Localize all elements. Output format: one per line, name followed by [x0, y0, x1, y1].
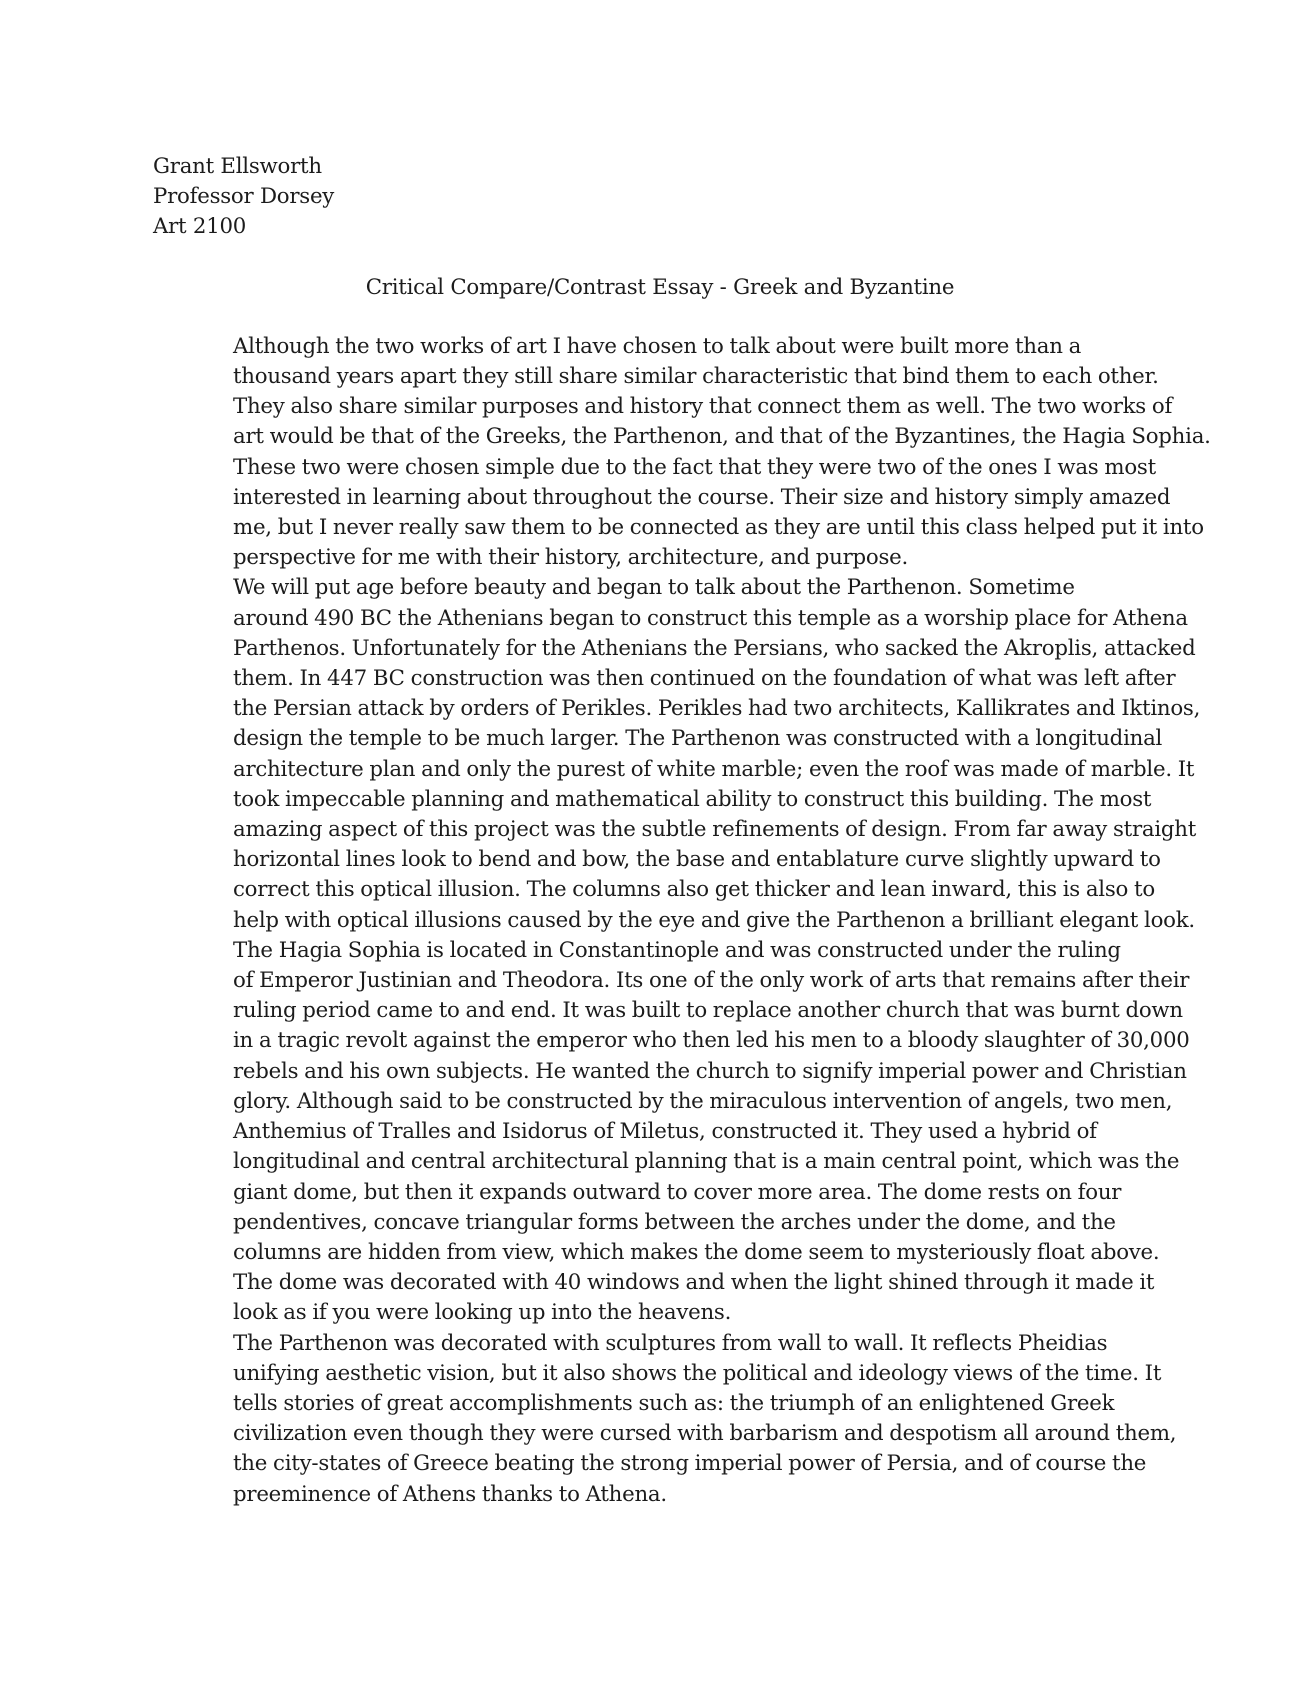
paragraph-line: design the temple to be much larger. The Parthenon was constructed with a longitudinal [233, 726, 1163, 752]
paragraph-line: civilization even though they were cursed with barbarism and despotism all around them, [233, 1421, 1177, 1447]
paragraph-line: around 490 BC the Athenians began to construct this temple as a worship place for Athena [233, 605, 1188, 631]
paragraph-line: took impeccable planning and mathematical ability to construct this building. The most [233, 786, 1152, 812]
essay-body [153, 332, 1211, 1510]
paragraph-line: Anthemius of Tralles and Isidorus of Miletus, constructed it. They used a hybrid of [233, 1119, 1097, 1145]
paragraph-line: amazing aspect of this project was the subtle refinements of design. From far away straight [233, 817, 1197, 843]
essay-title: Critical Compare/Contrast Essay - Greek and Byzantine [365, 274, 955, 300]
paragraph-line: glory. Although said to be constructed by the miraculous intervention of angels, two men, [233, 1088, 1173, 1114]
body-paragraph [153, 332, 1211, 574]
paragraph-line: columns are hidden from view, which makes the dome seem to mysteriously float above. [233, 1239, 1160, 1265]
paragraph-line: the Persian attack by orders of Perikles. Perikles had two architects, Kallikrates and Iktinos, [233, 696, 1201, 722]
paragraph-line: in a tragic revolt against the emperor who then led his men to a bloody slaughter of 30,000 [233, 1028, 1190, 1054]
paragraph-line: them. In 447 BC construction was then continued on the foundation of what was left after [233, 666, 1176, 692]
paragraph-line: The Parthenon was decorated with sculptures from wall to wall. It reflects Pheidias [233, 1330, 1108, 1356]
course-name: Art 2100 [153, 214, 247, 240]
paragraph-line: tells stories of great accomplishments such as: the triumph of an enlightened Greek [233, 1390, 1115, 1416]
paragraph-line: Although the two works of art I have chosen to talk about were built more than a [233, 333, 1082, 359]
paragraph-line: unifying aesthetic vision, but it also shows the political and ideology views of the time. It [233, 1360, 1162, 1386]
paragraph-line: interested in learning about throughout the course. Their size and history simply amazed [233, 484, 1171, 510]
paragraph-line: me, but I never really saw them to be connected as they are until this class helped put it into [233, 515, 1204, 541]
paragraph-line: art would be that of the Greeks, the Parthenon, and that of the Byzantines, the Hagia Sophia. [233, 424, 1211, 450]
body-paragraph [153, 1329, 1177, 1510]
paragraph-line: perspective for me with their history, architecture, and purpose. [233, 545, 909, 571]
paragraph-line: correct this optical illusion. The columns also get thicker and lean inward, this is also to [233, 877, 1155, 903]
paragraph-line: horizontal lines look to bend and bow, the base and entablature curve slightly upward to [233, 847, 1161, 873]
paragraph-line: the city-states of Greece beating the strong imperial power of Persia, and of course the [233, 1451, 1147, 1477]
paragraph-line: They also share similar purposes and history that connect them as well. The two works of [233, 394, 1173, 420]
paragraph-line: The dome was decorated with 40 windows and when the light shined through it made it [233, 1270, 1155, 1296]
paragraph-line: look as if you were looking up into the heavens. [233, 1300, 732, 1326]
paragraph-line: rebels and his own subjects. He wanted the church to signify imperial power and Christian [233, 1058, 1187, 1084]
paragraph-line: pendentives, concave triangular forms between the arches under the dome, and the [233, 1209, 1116, 1235]
paragraph-line: ruling period came to and end. It was built to replace another church that was burnt down [233, 998, 1183, 1024]
paragraph-line: help with optical illusions caused by the eye and give the Parthenon a brilliant elegant look. [233, 907, 1195, 933]
body-paragraph [153, 573, 1201, 935]
paragraph-line: architecture plan and only the purest of white marble; even the roof was made of marble. It [233, 756, 1195, 782]
paragraph-line: The Hagia Sophia is located in Constantinople and was constructed under the ruling [233, 937, 1121, 963]
paragraph-line: Parthenos. Unfortunately for the Athenians the Persians, who sacked the Akroplis, attacked [233, 635, 1196, 661]
essay [153, 152, 1211, 1510]
paragraph-line: of Emperor Justinian and Theodora. Its one of the only work of arts that remains after their [233, 968, 1190, 994]
paragraph-line: longitudinal and central architectural planning that is a main central point, which was the [233, 1149, 1180, 1175]
body-paragraph [153, 936, 1190, 1329]
paragraph-line: We will put age before beauty and began to talk about the Parthenon. Sometime [233, 575, 1075, 601]
paragraph-line: preeminence of Athens thanks to Athena. [233, 1481, 667, 1507]
paragraph-line: thousand years apart they still share similar characteristic that bind them to each other. [233, 364, 1159, 390]
professor-name: Professor Dorsey [153, 184, 335, 210]
paragraph-line: giant dome, but then it expands outward to cover more area. The dome rests on four [233, 1179, 1122, 1205]
student-name: Grant Ellsworth [153, 154, 322, 179]
paragraph-line: These two were chosen simple due to the fact that they were two of the ones I was most [233, 454, 1156, 480]
